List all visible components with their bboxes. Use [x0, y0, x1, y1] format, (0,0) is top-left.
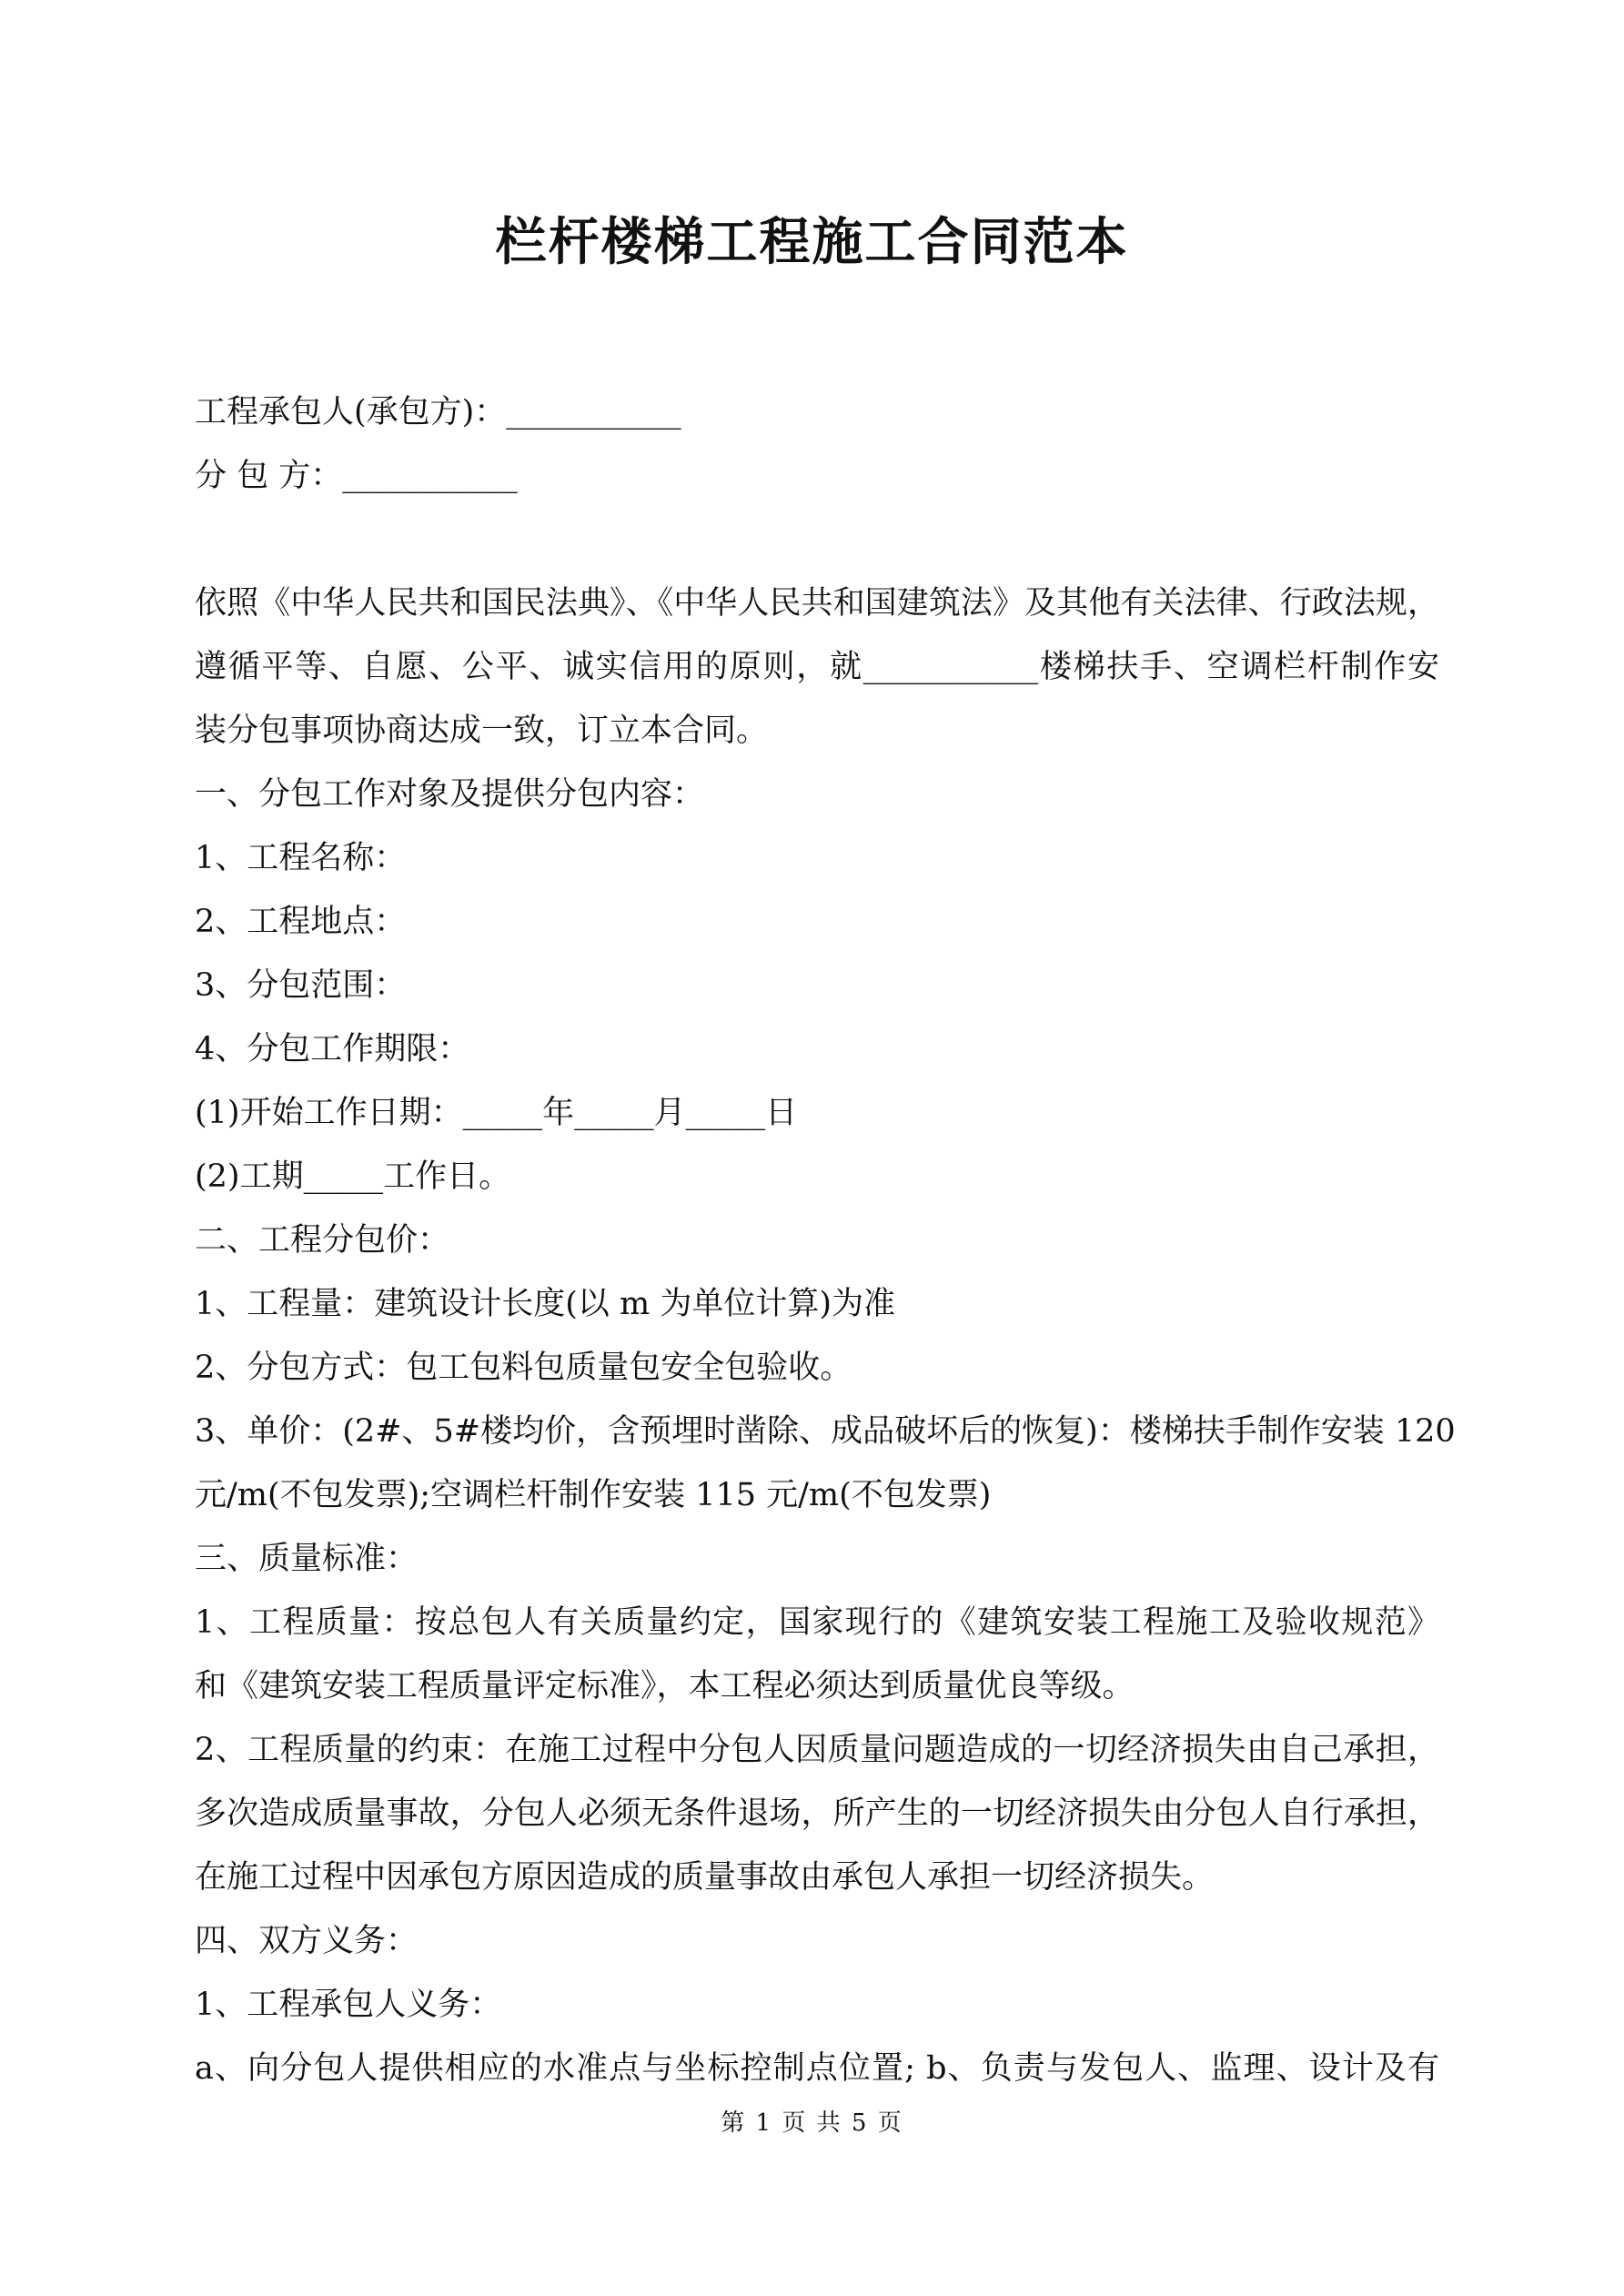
paragraph-line: 装分包事项协商达成一致，订立本合同。 — [195, 713, 769, 749]
clause-line: 1、工程量：建筑设计长度(以 m 为单位计算)为准 — [195, 1286, 896, 1322]
clause-line: 2、分包方式：包工包料包质量包安全包验收。 — [195, 1350, 852, 1386]
clause-line: 元/m(不包发票);空调栏杆制作安装 115 元/m(不包发票) — [195, 1477, 992, 1513]
clause-line: 和《建筑安装工程质量评定标准》，本工程必须达到质量优良等级。 — [195, 1668, 1135, 1704]
paragraph-line: 遵循平等、自愿、公平、诚实信用的原则，就___________楼梯扶手、空调栏杆制作安 — [195, 649, 1439, 685]
section-heading: 一、分包工作对象及提供分包内容： — [195, 776, 705, 813]
clause-line: 3、单价：(2#、5#楼均价，含预埋时凿除、成品破坏后的恢复)：楼梯扶手制作安装 120 — [195, 1413, 1456, 1450]
clause-line: 多次造成质量事故，分包人必须无条件退场，所产生的一切经济损失由分包人自行承担， — [195, 1795, 1439, 1832]
section-heading: 四、双方义务： — [195, 1923, 419, 1959]
subcontractor-line: 分 包 方：___________ — [195, 458, 518, 494]
page-number: 第 1 页 共 5 页 — [721, 2109, 903, 2137]
clause-line: (1)开始工作日期：_____年_____月_____日 — [195, 1095, 798, 1131]
clause-line: 3、分包范围： — [195, 967, 407, 1004]
clause-line: 2、工程地点： — [195, 904, 407, 940]
section-heading: 三、质量标准： — [195, 1541, 419, 1577]
clause-line: 1、工程质量：按总包人有关质量约定，国家现行的《建筑安装工程施工及验收规范》 — [195, 1604, 1439, 1641]
contractor-line: 工程承包人(承包方)：___________ — [195, 394, 681, 430]
paragraph-line: 依照《中华人民共和国民法典》、《中华人民共和国建筑法》及其他有关法律、行政法规， — [195, 585, 1439, 622]
page-title: 栏杆楼梯工程施工合同范本 — [495, 212, 1129, 272]
clause-line: 1、工程承包人义务： — [195, 1987, 502, 2023]
section-heading: 二、工程分包价： — [195, 1222, 450, 1259]
clause-line: 2、工程质量的约束：在施工过程中分包人因质量问题造成的一切经济损失由自己承担， — [195, 1732, 1439, 1768]
clause-line: 4、分包工作期限： — [195, 1031, 470, 1067]
clause-line: 1、工程名称： — [195, 840, 407, 876]
clause-line: (2)工期_____工作日。 — [195, 1158, 511, 1195]
clause-line: 在施工过程中因承包方原因造成的质量事故由承包人承担一切经济损失。 — [195, 1859, 1215, 1896]
clause-line: a、向分包人提供相应的水准点与坐标控制点位置; b、负责与发包人、监理、设计及有 — [195, 2050, 1439, 2087]
